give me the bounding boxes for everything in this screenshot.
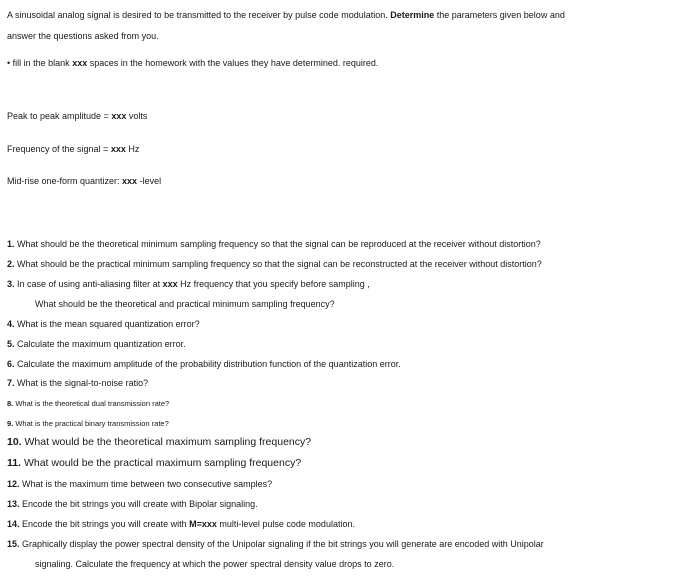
param-label: Frequency of the signal =: [7, 144, 111, 154]
question-number: 12.: [7, 479, 20, 489]
question-15: [7, 539, 544, 550]
question-number: 5.: [7, 339, 15, 349]
question-number: 1.: [7, 239, 15, 249]
question-number: 6.: [7, 359, 15, 369]
question-7: [7, 378, 148, 389]
question-10: [7, 437, 311, 448]
question-number: 2.: [7, 259, 15, 269]
question-number: 9.: [7, 419, 14, 428]
blank-placeholder: xxx: [72, 58, 88, 68]
intro-bold-word: Determine: [390, 10, 435, 20]
blank-placeholder: xxx: [111, 111, 127, 121]
question-number: 7.: [7, 378, 15, 388]
question-text: What is the signal-to-noise ratio?: [14, 378, 149, 388]
question-text: What should be the theoretical minimum sampling frequency so that the signal can be reproduced at the receiver without distortion?: [14, 239, 541, 249]
question-number: 3.: [7, 279, 15, 289]
question-text: Calculate the maximum quantization error.: [14, 339, 186, 349]
question-2: [7, 259, 542, 270]
question-14: [7, 519, 355, 530]
question-number: 8.: [7, 399, 14, 408]
question-number: 10.: [7, 436, 22, 448]
question-text: Encode the bit strings you will create with Bipolar signaling.: [19, 499, 258, 509]
question-text: What should be the practical minimum sampling frequency so that the signal can be reconstructed at the receiver without distortion?: [14, 259, 542, 269]
question-text: In case of using anti-aliasing filter at: [14, 279, 163, 289]
question-13: [7, 499, 258, 510]
param-unit: Hz: [125, 144, 140, 154]
param-peak-amplitude: [7, 111, 147, 122]
blank-placeholder: xxx: [110, 144, 126, 154]
question-4: [7, 319, 200, 330]
param-label: Mid-rise one-form quantizer:: [7, 176, 123, 186]
question-12: [7, 479, 272, 490]
question-text: Encode the bit strings you will create with: [19, 519, 190, 529]
question-text: What is the maximum time between two consecutive samples?: [19, 479, 273, 489]
question-15-continuation: signaling. Calculate the frequency at which the power spectral density value drops to zero.: [35, 559, 395, 569]
question-text: What is the mean squared quantization error?: [14, 319, 200, 329]
instruction-bullet: [7, 58, 378, 69]
intro-line-1: [7, 10, 565, 21]
param-label: Peak to peak amplitude =: [7, 111, 112, 121]
question-5: [7, 339, 186, 350]
question-number: 14.: [7, 519, 20, 529]
question-number: 4.: [7, 319, 15, 329]
question-text-cont: multi-level pulse code modulation.: [216, 519, 355, 529]
question-11: [7, 458, 301, 469]
question-3: [7, 279, 370, 290]
intro-line-2: answer the questions asked from you.: [7, 31, 159, 41]
question-text: What is the practical binary transmission rate?: [13, 419, 169, 428]
param-frequency: [7, 144, 139, 155]
question-text: What would be the practical maximum sampling frequency?: [21, 457, 302, 469]
param-quantizer: [7, 176, 161, 187]
question-9: [7, 418, 169, 429]
intro-text-cont: the parameters given below and: [434, 10, 565, 20]
bullet-text-cont: spaces in the homework with the values they have determined. required.: [87, 58, 379, 68]
blank-placeholder: xxx: [162, 279, 178, 289]
question-number: 11.: [7, 457, 22, 469]
blank-placeholder: xxx: [122, 176, 138, 186]
question-number: 15.: [7, 539, 20, 549]
question-text: What would be the theoretical maximum sampling frequency?: [21, 436, 312, 448]
intro-text: A sinusoidal analog signal is desired to be transmitted to the receiver by pulse code modulation.: [7, 10, 391, 20]
blank-placeholder: M=xxx: [189, 519, 217, 529]
question-text: Graphically display the power spectral density of the Unipolar signaling if the bit strings you will generate are encoded with Unipolar: [19, 539, 544, 549]
question-number: 13.: [7, 499, 20, 509]
param-unit: volts: [126, 111, 148, 121]
question-8: [7, 398, 169, 409]
question-6: [7, 359, 401, 370]
bullet-text: • fill in the blank: [7, 58, 73, 68]
question-1: [7, 239, 541, 250]
question-text: Calculate the maximum amplitude of the probability distribution function of the quantization error.: [14, 359, 401, 369]
question-3-continuation: What should be the theoretical and practical minimum sampling frequency?: [35, 299, 335, 309]
question-text-cont: Hz frequency that you specify before sampling ,: [177, 279, 370, 289]
param-unit: -level: [137, 176, 162, 186]
question-text: What is the theoretical dual transmission rate?: [13, 399, 170, 408]
